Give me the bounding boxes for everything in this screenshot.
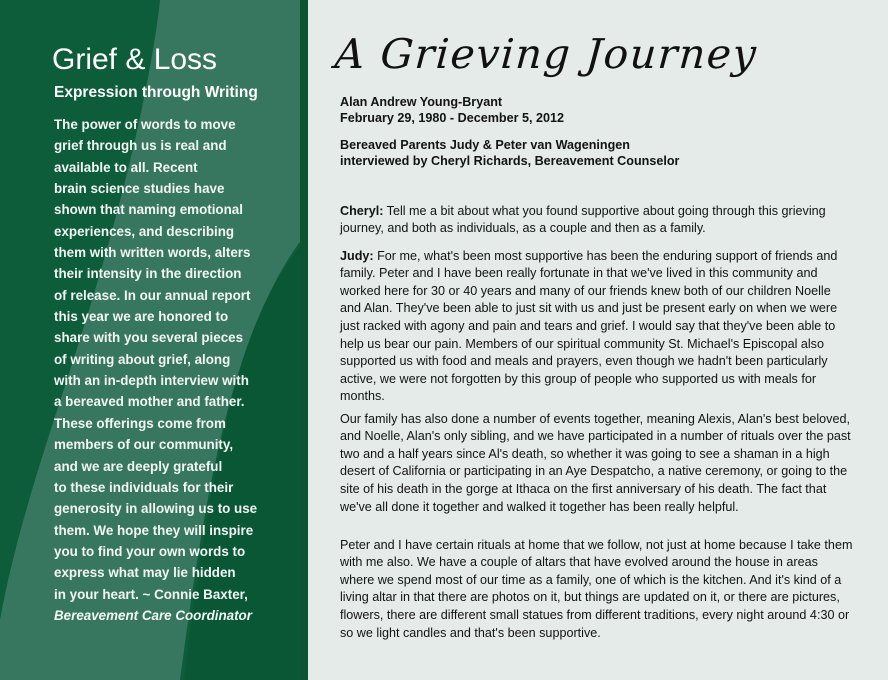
editorial-line: shown that naming emotional [54, 202, 243, 218]
editorial-line: with an in-depth interview with [54, 373, 249, 389]
interview-credit-block [340, 137, 860, 169]
interview-paragraph-judy [340, 248, 853, 406]
speaker-label-judy: Judy: [340, 248, 374, 263]
deceased-name: Alan Andrew Young-Bryant [340, 95, 503, 109]
editorial-line: grief through us is real and [54, 138, 227, 154]
editorial-line: you to find your own words to [54, 543, 246, 559]
editorial-note [54, 114, 270, 626]
left-panel-content [0, 0, 308, 680]
editorial-line: available to all. Recent [54, 159, 198, 175]
interview-paragraph-family-rituals [340, 411, 853, 517]
editorial-line: a bereaved mother and father. [54, 394, 245, 410]
paragraph-text: Our family has also done a number of events together, meaning Alexis, Alan's best beloved, and Noelle, Alan's only sibling, and we have participated in a number of rituals over the past two and a half years since Al's death, so whether it was going to see a shaman in a high desert of California or participating in an Aye Despatcho, a native ceremony, or going to the site of his death in the gorge at Ithaca on the first anniversary of his death. The fact that we've all done it together and walked it together has been really helpful. [340, 411, 851, 514]
editorial-line: These offerings come from [54, 415, 226, 431]
editorial-line: this year we are honored to [54, 309, 229, 325]
paragraph-text: Peter and I have certain rituals at home that we follow, not just at home because I take them with me also. We have a couple of altars that have evolved around the house in areas where we spend most of our time as a family, one of which is the kitchen. And it's kind of a living altar in that there are photos on it, but things are updated on it, or there are pictures, flowers, there are different small statues from different traditions, every night around 4:30 or so we light candles and that's been supportive. [340, 537, 853, 640]
interview-paragraph-home-rituals [340, 537, 853, 643]
paragraph-text: Tell me a bit about what you found supportive about going through this grieving journey, and both as individuals, as a couple and then as a family. [340, 203, 826, 236]
editorial-line: express what may lie hidden [54, 565, 236, 581]
editorial-line: them with written words, alters [54, 245, 251, 261]
editorial-line: experiences, and describing [54, 223, 235, 239]
paragraph-text: For me, what's been most supportive has been the enduring support of friends and family. Peter and I have been really fortunate in that we've lived in this community and worked here for 30 or 40 years and many of our friends knew both of our children Noelle and Alan. They've been able to just sit with us and just be present early on when we were just racked with agony and pain and tears and grief. I would say that they've been able to help us bear our pain. Members of our spiritual community St. Michael's Episcopal also supported us with food and meals and prayers, even though we hadn't been particularly active, we were not forgotten by this group of people who supported us with meals for months. [340, 248, 838, 404]
speaker-label-cheryl: Cheryl: [340, 203, 384, 218]
page-title: Grief & Loss [52, 43, 218, 76]
editorial-line: of release. In our annual report [54, 287, 251, 303]
editorial-signature-title: Bereavement Care Coordinator [54, 607, 252, 623]
interview-paragraph-cheryl [340, 203, 853, 238]
deceased-dates: February 29, 1980 - December 5, 2012 [340, 111, 565, 125]
editorial-line: members of our community, [54, 437, 234, 453]
editorial-line: of writing about grief, along [54, 351, 231, 367]
editorial-line: The power of words to move [54, 117, 236, 132]
editorial-line: brain science studies have [54, 181, 225, 197]
editorial-line: to these individuals for their [54, 479, 234, 495]
editorial-line: in your heart. ~ Connie Baxter, [54, 586, 248, 602]
article-title: A Grieving Journey [333, 30, 759, 78]
interview-subjects: Bereaved Parents Judy & Peter van Wageningen [340, 138, 630, 152]
editorial-line: share with you several pieces [54, 330, 244, 346]
editorial-line: them. We hope they will inspire [54, 522, 254, 538]
editorial-line: their intensity in the direction [54, 266, 242, 282]
memorial-name-block [340, 94, 860, 126]
editorial-line: and we are deeply grateful [54, 458, 223, 474]
interviewer-credit: interviewed by Cheryl Richards, Bereavement Counselor [340, 154, 680, 168]
article-panel [308, 0, 888, 680]
page-subtitle: Expression through Writing [54, 84, 258, 101]
editorial-line: generosity in allowing us to use [54, 501, 258, 517]
left-green-panel [0, 0, 308, 680]
